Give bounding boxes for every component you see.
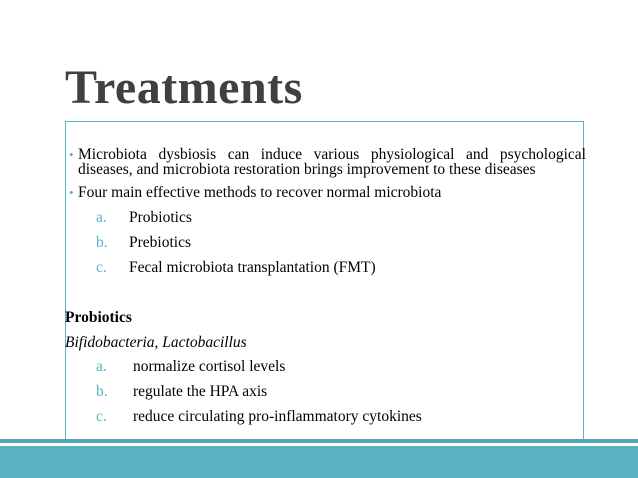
list-text: Probiotics	[129, 209, 192, 226]
footer-divider	[0, 439, 638, 443]
list-text: Fecal microbiota transplantation (FMT)	[129, 259, 376, 276]
list-text: normalize cortisol levels	[133, 358, 286, 375]
bullet-text: Four main effective methods to recover normal microbiota	[78, 184, 442, 201]
probiotics-heading: Probiotics	[65, 309, 132, 326]
footer-bar	[0, 446, 638, 478]
list-text: reduce circulating pro-inflammatory cytokines	[133, 408, 422, 425]
list-letter: b.	[96, 383, 108, 400]
species-bifidobacteria: Bifidobacteria	[65, 334, 155, 351]
bullet-text: Microbiota dysbiosis can induce various physiological and psychological diseases, and microbiota restoration brings improvement to these diseases	[78, 146, 586, 178]
list-letter: c.	[96, 259, 107, 276]
probiotic-species	[65, 334, 247, 352]
slide-title: Treatments	[65, 61, 303, 114]
list-letter: a.	[96, 358, 107, 375]
list-text: regulate the HPA axis	[133, 383, 268, 400]
bullet-item-dysbiosis	[69, 146, 586, 178]
bullet-item-methods	[69, 184, 586, 201]
species-lactobacillus: Lactobacillus	[162, 334, 247, 351]
bullet-marker: •	[69, 147, 74, 162]
list-letter: c.	[96, 408, 107, 425]
list-letter: b.	[96, 234, 108, 251]
list-text: Prebiotics	[129, 234, 191, 251]
list-letter: a.	[96, 209, 107, 226]
species-separator: ,	[154, 334, 163, 351]
bullet-marker: •	[69, 185, 74, 200]
